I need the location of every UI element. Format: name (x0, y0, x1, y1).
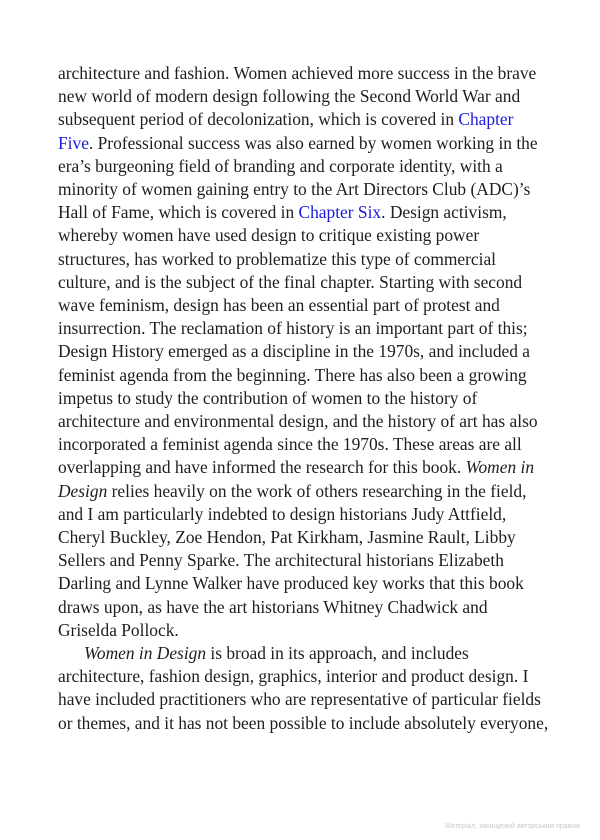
text-line (58, 480, 558, 503)
copyright-watermark: Матеріал, захищений авторським правом (445, 823, 580, 830)
text-line: structures, has worked to problematize this type of commercial (58, 248, 497, 269)
text-line: have included practitioners who are representative of particular fields (58, 689, 541, 710)
text-line (58, 201, 558, 224)
book-title-italic: Design (58, 480, 108, 501)
chapter-five-link[interactable]: Chapter (458, 109, 514, 130)
text-line (58, 456, 558, 479)
text-line: Sellers and Penny Sparke. The architectural historians Elizabeth (58, 550, 504, 571)
text-fragment: . Professional success was also earned by women working in the (88, 132, 538, 153)
paragraph-2 (58, 642, 558, 735)
text-line: impetus to study the contribution of women to the history of (58, 387, 478, 408)
book-title-italic: Women in (465, 457, 535, 478)
body-text (58, 62, 558, 735)
text-line: new world of modern design following the Second World War and (58, 86, 521, 107)
text-line: Darling and Lynne Walker have produced key works that this book (58, 573, 524, 594)
text-line: architecture and fashion. Women achieved more success in the brave (58, 63, 537, 83)
text-line: draws upon, as have the art historians Whitney Chadwick and (58, 596, 488, 617)
text-line: insurrection. The reclamation of history is an important part of this; (58, 318, 528, 339)
text-fragment: overlapping and have informed the research for this book. (58, 457, 466, 478)
text-line: minority of women gaining entry to the Art Directors Club (ADC)’s (58, 179, 531, 200)
text-line: incorporated a feminist agenda since the 1970s. These areas are all (58, 434, 522, 455)
text-line: Griselda Pollock. (58, 619, 179, 640)
text-fragment: relies heavily on the work of others researching in the field, (107, 480, 527, 501)
text-line: Cheryl Buckley, Zoe Hendon, Pat Kirkham, Jasmine Rault, Libby (58, 527, 516, 548)
text-fragment: subsequent period of decolonization, which is covered in (58, 109, 459, 130)
text-fragment: Hall of Fame, which is covered in (58, 202, 299, 223)
book-title-italic: Women in Design (84, 643, 207, 664)
text-line: culture, and is the subject of the final chapter. Starting with second (58, 271, 523, 292)
text-line: wave feminism, design has been an essential part of protest and (58, 295, 500, 316)
text-line: architecture, fashion design, graphics, interior and product design. I (58, 666, 529, 687)
text-line: whereby women have used design to critique existing power (58, 225, 480, 246)
text-line: Design History emerged as a discipline in the 1970s, and included a (58, 341, 531, 362)
chapter-five-link-continued[interactable]: Five (58, 132, 89, 153)
text-line (58, 132, 558, 155)
text-line: or themes, and it has not been possible to include absolutely everyone, (58, 712, 549, 733)
text-line: architecture and environmental design, and the history of art has also (58, 411, 538, 432)
text-line (58, 642, 558, 665)
text-line: and I am particularly indebted to design historians Judy Attfield, (58, 503, 507, 524)
chapter-six-link[interactable]: Chapter Six (298, 202, 382, 223)
text-line: era’s burgeoning field of branding and corporate identity, with a (58, 155, 503, 176)
text-line: feminist agenda from the beginning. There has also been a growing (58, 364, 527, 385)
text-line (58, 108, 558, 131)
text-fragment: is broad in its approach, and includes (206, 643, 469, 664)
text-fragment: . Design activism, (381, 202, 507, 223)
paragraph-1 (58, 62, 558, 642)
